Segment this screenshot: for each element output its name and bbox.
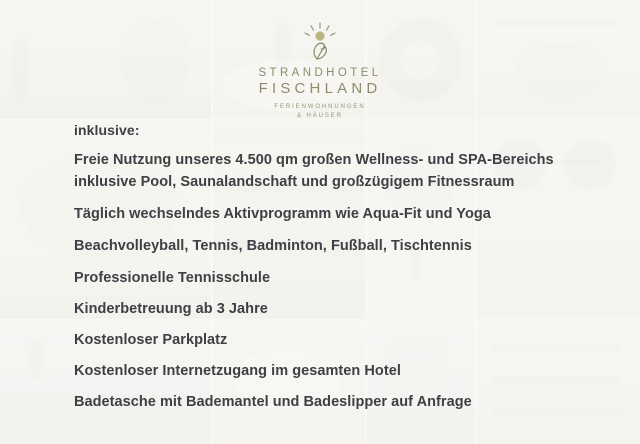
- brand-subtitle-line2: & HÄUSER: [297, 113, 343, 119]
- brand-logo: [0, 22, 640, 121]
- list-item: Badetasche mit Bademantel und Badeslipper auf Anfrage: [74, 394, 472, 410]
- list-item: Beachvolleyball, Tennis, Badminton, Fußball, Tischtennis: [74, 238, 472, 254]
- inclusions-section: [74, 122, 610, 422]
- list-item: Kostenloser Internetzugang im gesamten Hotel: [74, 363, 401, 379]
- list-item: Täglich wechselndes Aktivprogramm wie Aqua-Fit und Yoga: [74, 206, 491, 222]
- brand-name-line2: FISCHLAND: [258, 80, 382, 97]
- list-item: Professionelle Tennisschule: [74, 270, 271, 286]
- brand-subtitle-line1: FERIENWOHNUNGEN: [274, 104, 366, 110]
- seahorse-sun-logo-icon: [296, 22, 344, 62]
- list-item: Kinderbetreuung ab 3 Jahre: [74, 301, 268, 317]
- inclusions-heading: inklusive:: [74, 122, 140, 138]
- list-item: Freie Nutzung unseres 4.500 qm großen Wellness- und SPA-Bereichs inklusive Pool, Saunalandschaft und großzügigem Fitnessraum: [74, 152, 554, 190]
- brand-name-line1: STRANDHOTEL: [258, 67, 382, 79]
- list-item: Kostenloser Parkplatz: [74, 332, 228, 348]
